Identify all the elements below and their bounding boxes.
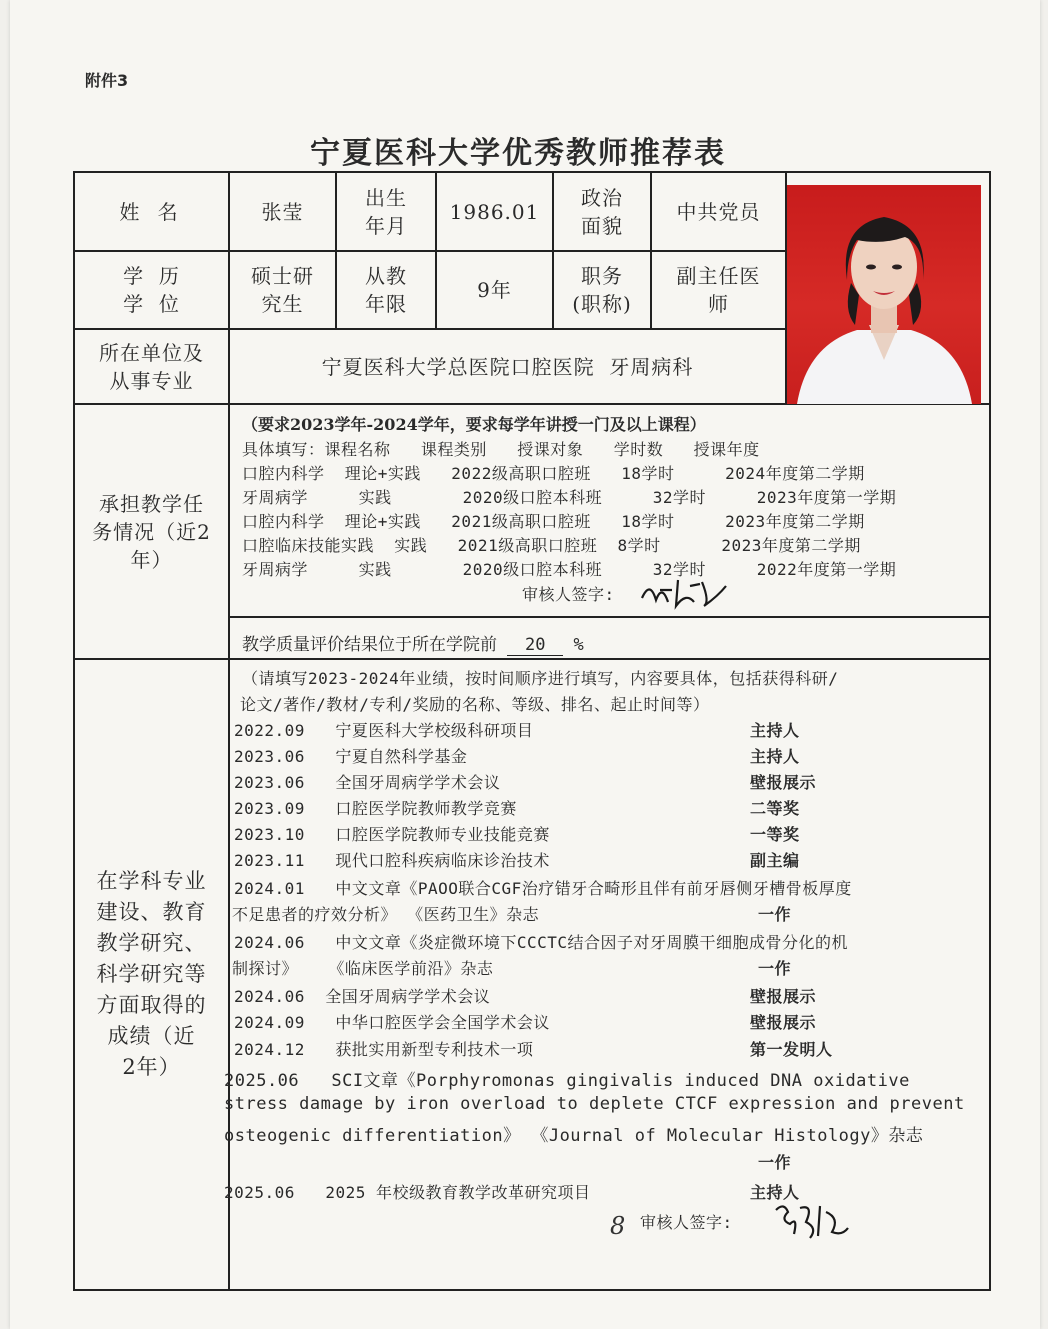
teaching-reviewer-label: 审核人签字: [522, 585, 615, 604]
quality-result [242, 630, 584, 656]
signature-scribble [638, 572, 730, 612]
achievement-line: 2025.06 SCI文章《Porphyromonas gingivalis induced DNA oxidative [224, 1071, 910, 1091]
birth-label: 出生 年月 [365, 185, 407, 238]
achievement-line: 2025.06 2025 年校级教育教学改革研究项目 [224, 1183, 591, 1202]
achievement-line: 2023.09 口腔医学院教师教学竞赛 [234, 799, 517, 818]
achievement-role: 壁报展示 [750, 987, 817, 1006]
quality-unit: % [573, 635, 584, 655]
achievement-line: 2023.06 宁夏自然科学基金 [234, 747, 468, 766]
achievements-label: 在学科专业 建设、教育 教学研究、 科学研究等 方面取得的 成绩（近 2年） [96, 869, 207, 1079]
achievements-reviewer-label: 审核人签字: [640, 1213, 733, 1232]
name-value: 张莹 [261, 199, 304, 224]
achievement-role: 主持人 [750, 747, 800, 766]
portrait-illustration [787, 185, 981, 404]
achievement-line: 2024.12 获批实用新型专利技术一项 [234, 1040, 534, 1059]
achievement-line: 2024.06 中文文章《炎症微环境下CCCTC结合因子对牙周膜干细胞成骨分化的机 [234, 933, 848, 952]
achievement-role: 二等奖 [750, 799, 800, 818]
achievement-line: 2023.11 现代口腔科疾病临床诊治技术 [234, 851, 550, 870]
table-border-right [989, 171, 991, 1291]
achievement-line: 2024.01 中文文章《PAOO联合CGF治疗错牙合畸形且伴有前牙唇侧牙槽骨板厚度 [234, 879, 852, 898]
course-row: 口腔临床技能实践 实践 2021级高职口腔班 8学时 2023年度第二学期 [242, 536, 861, 555]
teaching-label: 承担教学任 务情况（近2 年） [92, 491, 211, 572]
course-row: 牙周病学 实践 2020级口腔本科班 32学时 2023年度第一学期 [242, 488, 897, 507]
signature-scribble [770, 1198, 850, 1242]
recommendation-form-sheet [10, 0, 1040, 1329]
achievement-line: osteogenic differentiation》 《Journal of Molecular Histology》杂志 [224, 1126, 924, 1146]
political-value: 中共党员 [676, 199, 761, 224]
count-mark: 8 [610, 1212, 626, 1240]
achievement-role: 一作 [758, 1153, 792, 1172]
birth-value: 1986.01 [449, 199, 540, 224]
quality-value: 20 [507, 635, 563, 656]
course-row: 口腔内科学 理论+实践 2022级高职口腔班 18学时 2024年度第二学期 [242, 464, 865, 483]
teaching-reviewer-signature [638, 572, 730, 619]
unit-label: 所在单位及 从事专业 [99, 340, 204, 393]
achievement-line: stress damage by iron overload to deplete CTCF expression and prevent [224, 1094, 965, 1114]
achievement-role: 主持人 [750, 1183, 800, 1202]
job-title-label: 职务 (职称) [572, 264, 632, 316]
achievement-line: 不足患者的疗效分析》 《医药卫生》杂志 [232, 905, 540, 924]
achievement-role: 一作 [758, 905, 792, 924]
achievements-instruction: （请填写2023-2024年业绩，按时间顺序进行填写，内容要具体，包括获得科研/ [242, 669, 839, 688]
course-row: 牙周病学 实践 2020级口腔本科班 32学时 2022年度第一学期 [242, 560, 897, 579]
achievement-role: 主持人 [750, 721, 800, 740]
achievement-role: 一等奖 [750, 825, 800, 844]
achievement-line: 2024.09 中华口腔医学会全国学术会议 [234, 1013, 550, 1032]
teaching-years-label: 从教 年限 [365, 264, 407, 316]
education-value: 硕士研 究生 [251, 264, 314, 316]
course-row: 口腔内科学 理论+实践 2021级高职口腔班 18学时 2023年度第二学期 [242, 512, 865, 531]
teaching-requirement: （要求2023学年-2024学年，要求每学年讲授一门及以上课程） [242, 415, 706, 434]
applicant-photo [787, 185, 981, 404]
political-label: 政治 面貌 [581, 185, 623, 238]
education-label: 学 历 学 位 [123, 264, 180, 316]
achievement-role: 壁报展示 [750, 1013, 817, 1032]
quality-text: 教学质量评价结果位于所在学院前 [242, 635, 497, 655]
achievements-reviewer-signature [770, 1198, 850, 1249]
teaching-years-value: 9年 [477, 278, 512, 302]
job-title-value: 副主任医 师 [676, 264, 761, 316]
achievement-role: 副主编 [750, 851, 800, 870]
achievement-role: 一作 [758, 959, 792, 978]
achievement-role: 第一发明人 [750, 1040, 833, 1059]
achievement-line: 2024.06 全国牙周病学学术会议 [234, 987, 491, 1006]
achievements-instruction: 论文/著作/教材/专利/奖励的名称、等级、排名、起止时间等） [240, 695, 710, 714]
achievement-line: 制探讨》 《临床医学前沿》杂志 [232, 959, 494, 978]
annex-label: 附件3 [85, 71, 129, 90]
achievement-line: 2023.10 口腔医学院教师专业技能竞赛 [234, 825, 550, 844]
achievement-role: 壁报展示 [750, 773, 817, 792]
teaching-header: 具体填写：课程名称 课程类别 授课对象 学时数 授课年度 [242, 440, 760, 459]
table-border-bottom [73, 1289, 991, 1291]
achievement-line: 2023.06 全国牙周病学学术会议 [234, 773, 501, 792]
unit-value: 宁夏医科大学总医院口腔医院 牙周病科 [321, 354, 694, 379]
form-title: 宁夏医科大学优秀教师推荐表 [310, 136, 726, 171]
name-label: 姓 名 [119, 199, 184, 224]
row-divider-quality [228, 616, 991, 618]
achievement-line: 2022.09 宁夏医科大学校级科研项目 [234, 721, 534, 740]
